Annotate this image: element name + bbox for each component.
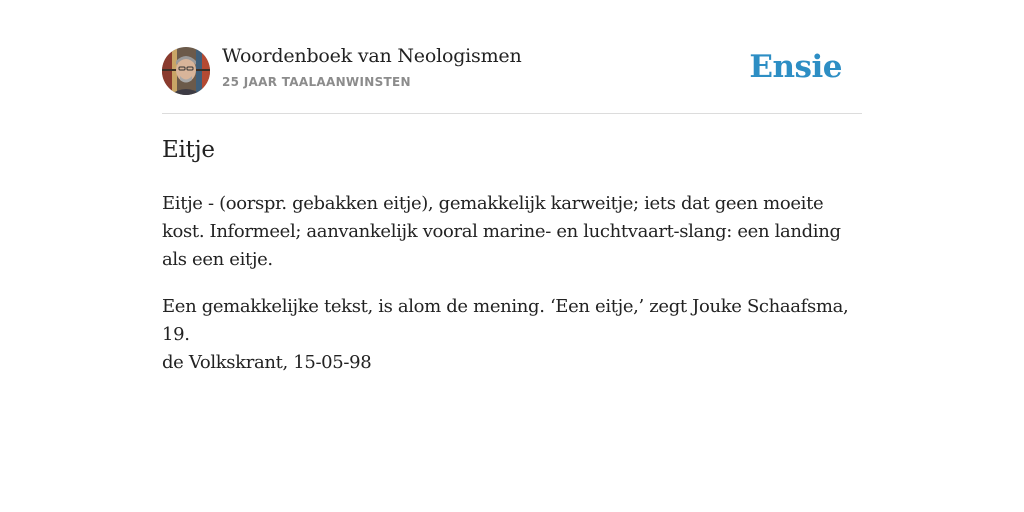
quote-source: de Volkskrant, 15-05-98 xyxy=(162,352,372,373)
author-portrait-icon xyxy=(162,47,210,95)
quote-text: Een gemakkelijke tekst, is alom de mening. ‘Een eitje,’ zegt Jouke Schaafsma, 19. xyxy=(162,296,849,345)
entry-quote xyxy=(162,293,862,377)
page-container xyxy=(162,0,862,373)
entry-definition: Eitje - (oorspr. gebakken eitje), gemakkelijk karweitje; iets dat geen moeite kost. Informeel; aanvankelijk vooral marine- en luchtvaart-slang: een landing als een eitje. xyxy=(162,193,841,270)
entry-title: Eitje xyxy=(162,137,215,163)
site-header xyxy=(162,0,862,114)
ensie-logo-link[interactable]: Ensie xyxy=(749,49,842,85)
author-avatar[interactable] xyxy=(162,47,210,95)
site-title[interactable]: Woordenboek van Neologismen xyxy=(222,45,522,67)
site-subtitle: 25 JAAR TAALAANWINSTEN xyxy=(222,75,411,89)
